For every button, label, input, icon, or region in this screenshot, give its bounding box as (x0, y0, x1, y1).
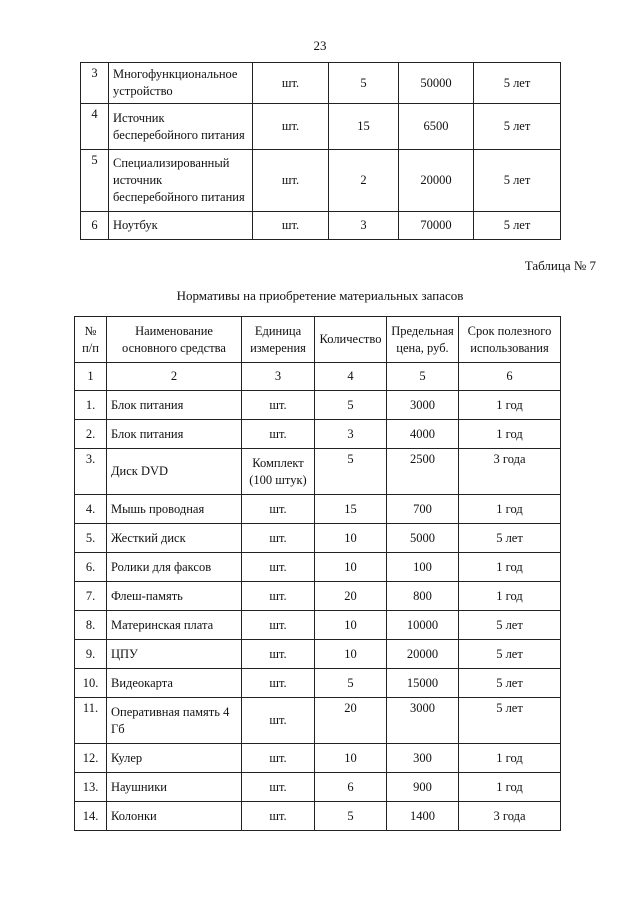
item-unit: шт. (242, 553, 315, 582)
item-price: 20000 (399, 150, 474, 212)
item-price: 3000 (387, 391, 459, 420)
item-quantity: 5 (315, 391, 387, 420)
item-term: 1 год (459, 553, 561, 582)
table-row (81, 104, 561, 150)
materials-table (74, 316, 561, 831)
table-row (75, 773, 561, 802)
table-continuation (80, 62, 561, 240)
item-price: 700 (387, 495, 459, 524)
item-price: 10000 (387, 611, 459, 640)
index-5: 5 (387, 363, 459, 391)
item-term: 1 год (459, 420, 561, 449)
item-name: Блок питания (107, 391, 242, 420)
item-quantity: 3 (315, 420, 387, 449)
row-number: 4 (81, 104, 109, 150)
item-price: 20000 (387, 640, 459, 669)
row-number: 2. (75, 420, 107, 449)
item-unit: шт. (242, 698, 315, 744)
row-number: 14. (75, 802, 107, 831)
item-name: Диск DVD (107, 449, 242, 495)
index-1: 1 (75, 363, 107, 391)
item-price: 4000 (387, 420, 459, 449)
item-quantity: 5 (315, 802, 387, 831)
item-unit: шт. (242, 391, 315, 420)
table-row (81, 63, 561, 104)
row-number: 5 (81, 150, 109, 212)
item-price: 900 (387, 773, 459, 802)
item-term: 3 года (459, 802, 561, 831)
page-number: 23 (313, 38, 327, 53)
item-unit: шт. (253, 104, 329, 150)
row-number: 5. (75, 524, 107, 553)
item-term: 5 лет (474, 63, 561, 104)
item-term: 1 год (459, 495, 561, 524)
item-quantity: 5 (315, 449, 387, 495)
item-name: Источник бесперебойного питания (109, 104, 253, 150)
index-6: 6 (459, 363, 561, 391)
item-term: 3 года (459, 449, 561, 495)
item-name: Ролики для факсов (107, 553, 242, 582)
header-unit: Единица измерения (242, 317, 315, 363)
header-term: Срок полезного использования (459, 317, 561, 363)
table-row (75, 582, 561, 611)
table-row (75, 495, 561, 524)
table-row (75, 640, 561, 669)
header-price: Предельная цена, руб. (387, 317, 459, 363)
table-row (75, 391, 561, 420)
item-name: Специализированный источник бесперебойного питания (109, 150, 253, 212)
item-unit: шт. (242, 611, 315, 640)
item-term: 5 лет (459, 669, 561, 698)
item-term: 5 лет (474, 212, 561, 240)
item-unit: шт. (242, 582, 315, 611)
item-name: Оперативная память 4 Гб (107, 698, 242, 744)
item-unit: шт. (242, 495, 315, 524)
item-unit: шт. (253, 63, 329, 104)
item-quantity: 2 (329, 150, 399, 212)
item-price: 300 (387, 744, 459, 773)
item-quantity: 5 (329, 63, 399, 104)
item-unit: шт. (242, 744, 315, 773)
item-unit: Комплект (100 штук) (242, 449, 315, 495)
item-name: Жесткий диск (107, 524, 242, 553)
item-term: 5 лет (474, 150, 561, 212)
row-number: 3. (75, 449, 107, 495)
row-number: 11. (75, 698, 107, 744)
item-name: Флеш-память (107, 582, 242, 611)
item-unit: шт. (242, 773, 315, 802)
item-name: Ноутбук (109, 212, 253, 240)
table-row (81, 150, 561, 212)
item-quantity: 3 (329, 212, 399, 240)
index-2: 2 (107, 363, 242, 391)
item-price: 6500 (399, 104, 474, 150)
item-quantity: 10 (315, 611, 387, 640)
row-number: 12. (75, 744, 107, 773)
item-quantity: 10 (315, 640, 387, 669)
table-row (75, 449, 561, 495)
item-term: 5 лет (459, 698, 561, 744)
index-4: 4 (315, 363, 387, 391)
item-name: Наушники (107, 773, 242, 802)
item-name: Кулер (107, 744, 242, 773)
table-row (75, 744, 561, 773)
item-term: 1 год (459, 744, 561, 773)
table-row (75, 524, 561, 553)
table-row (75, 698, 561, 744)
item-quantity: 15 (329, 104, 399, 150)
item-quantity: 20 (315, 698, 387, 744)
item-quantity: 10 (315, 553, 387, 582)
table-row (75, 611, 561, 640)
table-row (75, 420, 561, 449)
table-row (81, 212, 561, 240)
item-unit: шт. (242, 420, 315, 449)
item-price: 50000 (399, 63, 474, 104)
item-quantity: 10 (315, 744, 387, 773)
row-number: 10. (75, 669, 107, 698)
item-name: Материнская плата (107, 611, 242, 640)
item-term: 5 лет (459, 524, 561, 553)
item-name: ЦПУ (107, 640, 242, 669)
row-number: 9. (75, 640, 107, 669)
row-number: 8. (75, 611, 107, 640)
item-price: 15000 (387, 669, 459, 698)
item-price: 5000 (387, 524, 459, 553)
table-title: Нормативы на приобретение материальных запасов (176, 288, 464, 303)
item-price: 100 (387, 553, 459, 582)
row-number: 6 (81, 212, 109, 240)
item-price: 800 (387, 582, 459, 611)
header-number: № п/п (75, 317, 107, 363)
item-term: 1 год (459, 773, 561, 802)
table-row (75, 802, 561, 831)
item-name: Мышь проводная (107, 495, 242, 524)
item-quantity: 5 (315, 669, 387, 698)
item-quantity: 15 (315, 495, 387, 524)
item-term: 1 год (459, 582, 561, 611)
row-number: 3 (81, 63, 109, 104)
item-price: 3000 (387, 698, 459, 744)
header-quantity: Количество (315, 317, 387, 363)
item-term: 5 лет (474, 104, 561, 150)
item-name: Многофункциональное устройство (109, 63, 253, 104)
item-unit: шт. (253, 212, 329, 240)
row-number: 13. (75, 773, 107, 802)
table-header-row (75, 317, 561, 363)
item-quantity: 20 (315, 582, 387, 611)
table-caption: Таблица № 7 (524, 258, 596, 273)
item-term: 1 год (459, 391, 561, 420)
header-name: Наименование основного средства (107, 317, 242, 363)
item-name: Колонки (107, 802, 242, 831)
index-3: 3 (242, 363, 315, 391)
item-unit: шт. (242, 802, 315, 831)
item-term: 5 лет (459, 640, 561, 669)
item-term: 5 лет (459, 611, 561, 640)
item-price: 2500 (387, 449, 459, 495)
row-number: 1. (75, 391, 107, 420)
item-name: Блок питания (107, 420, 242, 449)
item-price: 70000 (399, 212, 474, 240)
item-quantity: 6 (315, 773, 387, 802)
item-unit: шт. (253, 150, 329, 212)
item-name: Видеокарта (107, 669, 242, 698)
table-index-row (75, 363, 561, 391)
item-unit: шт. (242, 640, 315, 669)
row-number: 4. (75, 495, 107, 524)
row-number: 7. (75, 582, 107, 611)
table-row (75, 669, 561, 698)
item-quantity: 10 (315, 524, 387, 553)
item-unit: шт. (242, 669, 315, 698)
row-number: 6. (75, 553, 107, 582)
table-row (75, 553, 561, 582)
item-price: 1400 (387, 802, 459, 831)
item-unit: шт. (242, 524, 315, 553)
